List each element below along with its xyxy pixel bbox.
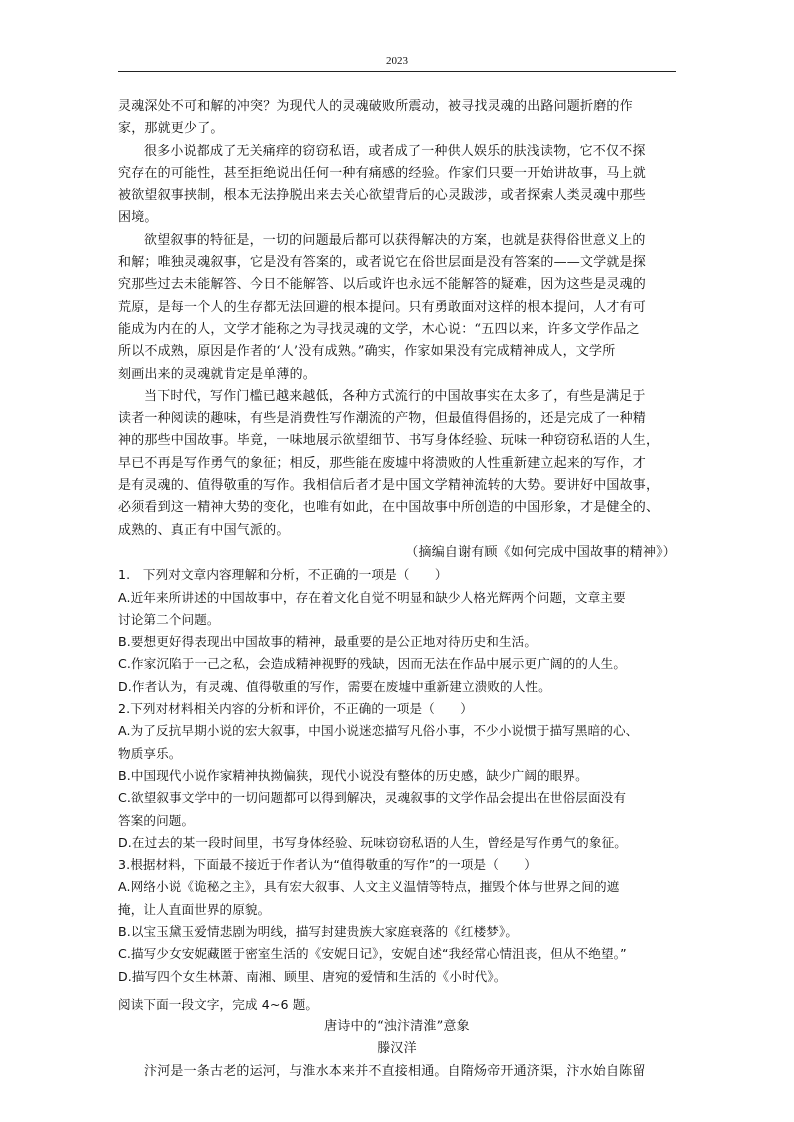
header-divider [118,71,676,72]
passage-line: 当下时代，写作门槛已越来越低，各种方式流行的中国故事实在太多了，有些是满足于 [144,388,646,404]
question-1-option-b: B.要想更好得表现出中国故事的精神，最重要的是公正地对待历史和生活。 [118,634,538,650]
passage-line: 成熟的、真正有中国气派的。 [118,522,290,538]
question-3-stem: 3.根据材料，下面最不接近于作者认为“值得敬重的写作”的一项是（ ） [118,857,537,873]
page-header-year: 2023 [386,55,408,67]
question-2-option-b: B.中国现代小说作家精神执拗偏狭，现代小说没有整体的历史感，缺少广阔的眼界。 [118,767,588,783]
question-3-option-a: A.网络小说《诡秘之主》，具有宏大叙事、人文主义温情等特点，摧毁个体与世界之间的遮 [118,879,620,895]
question-3-option-c: C.描写少女安妮藏匿于密室生活的《安妮日记》，安妮自述“我经常心情沮丧，但从不绝望。” [118,946,627,962]
question-1-option-a: A.近年来所讲述的中国故事中，存在着文化自觉不明显和缺少人格光辉两个问题，文章主要 [118,589,626,605]
source-citation: （摘编自谢有顾《如何完成中国故事的精神》） [405,544,676,560]
question-1-option-a-cont: 讨论第二个问题。 [118,611,220,627]
passage-line: 早已不再是写作勇气的象征；相反，那些能在废墟中将溃败的人性重新建立起来的写作，才 [118,455,647,471]
question-1-option-d: D.作者认为，有灵魂、值得敬重的写作，需要在废墟中重新建立溃败的人性。 [118,678,551,694]
question-2-stem: 2.下列对材料相关内容的分析和评价，不正确的一项是（ ） [118,701,473,717]
page-content [118,96,676,1083]
passage-line: 能成为内在的人，文学才能称之为寻找灵魂的文学，木心说：“五四以来，许多文学作品之 [118,321,640,337]
passage-line: 和解；唯独灵魂叙事，它是没有答案的，或者说它在俗世层面是没有答案的——文学就是探 [118,255,647,271]
question-3-option-b: B.以宝玉黛玉爱情悲剧为明线，描写封建贵族大家庭衰落的《红楼梦》。 [118,923,519,939]
passage-line: 必须看到这一精神大势的变化，也唯有如此，在中国故事中所创造的中国形象，才是健全的、 [118,500,660,516]
question-1-stem: 1. 下列对文章内容理解和分析，不正确的一项是（ ） [118,567,448,583]
question-1-option-c: C.作家沉陷于一己之私，会造成精神视野的残缺，因而无法在作品中展示更广阔的的人生。 [118,656,627,672]
passage-line: 所以不成熟，原因是作者的‘人’没有成熟。”确实，作家如果没有完成精神成人，文学所 [118,344,616,360]
passage-line: 神的那些中国故事。毕竟，一味地展示欲望细节、书写身体经验、玩味一种窃窃私语的人生， [118,433,660,449]
article-author: 滕汉洋 [377,1041,417,1057]
article-first-line: 汴河是一条古老的运河，与淮水本来并不直接相通。自隋炀帝开通济渠，汴水始自陈留 [144,1063,646,1079]
question-2-option-c: C.欲望叙事文学中的一切问题都可以得到解决，灵魂叙事的文学作品会提出在世俗层面没有 [118,790,627,806]
question-2-option-a-cont: 物质享乐。 [118,745,182,761]
passage-line: 刻画出来的灵魂就肯定是单薄的。 [118,366,317,382]
passage-line: 被欲望叙事挟制，根本无法挣脱出来去关心欲望背后的心灵跋涉，或者探索人类灵魂中那些 [118,188,647,204]
question-3-option-a-cont: 掩，让人直面世界的原貌。 [118,901,271,917]
question-2-option-a: A.为了反抗早期小说的宏大叙事，中国小说迷恋描写凡俗小事，不少小说惯于描写黑暗的心、 [118,723,639,739]
passage-line: 灵魂深处不可和解的冲突？为现代人的灵魂破败所震动，被寻找灵魂的出路问题折磨的作 [118,99,633,114]
question-3-option-d: D.描写四个女生林萧、南湘、顾里、唐宛的爱情和生活的《小时代》。 [118,968,507,984]
passage-line: 很多小说都成了无关痛痒的窃窃私语，或者成了一种供人娱乐的肤浅读物，它不仅不探 [144,143,646,159]
question-2-option-c-cont: 答案的问题。 [118,812,195,828]
article-title: 唐诗中的“浊汴清淮”意象 [324,1019,470,1035]
passage-line: 究存在的可能性，甚至拒绝说出任何一种有痛感的经验。作家们只要一开始讲故事，马上就 [118,165,647,181]
question-2-option-d: D.在过去的某一段时间里，书写身体经验、玩味窃窃私语的人生，曾经是写作勇气的象征。 [118,834,627,850]
passage-line: 家，那就更少了。 [118,121,224,137]
passage-line: 读者一种阅读的趣味，有些是消费性写作潮流的产物，但最值得倡扬的，还是完成了一种精 [118,411,647,427]
passage-line: 欲望叙事的特征是，一切的问题最后都可以获得解决的方案，也就是获得俗世意义上的 [144,232,646,248]
section-instruction: 阅读下面一段文字，完成 4~6 题。 [118,996,319,1012]
passage-line: 困境。 [118,210,158,226]
passage-line: 荒原，是每一个人的生存都无法回避的根本提问。只有勇敢面对这样的根本提问，人才有可 [118,299,647,315]
passage-line: 是有灵魂的、值得敬重的写作。我相信后者才是中国文学精神流转的大势。要讲好中国故事， [118,478,660,494]
passage-line: 究那些过去未能解答、今日不能解答、以后或许也永远不能解答的疑难，因为这些是灵魂的 [118,277,647,293]
